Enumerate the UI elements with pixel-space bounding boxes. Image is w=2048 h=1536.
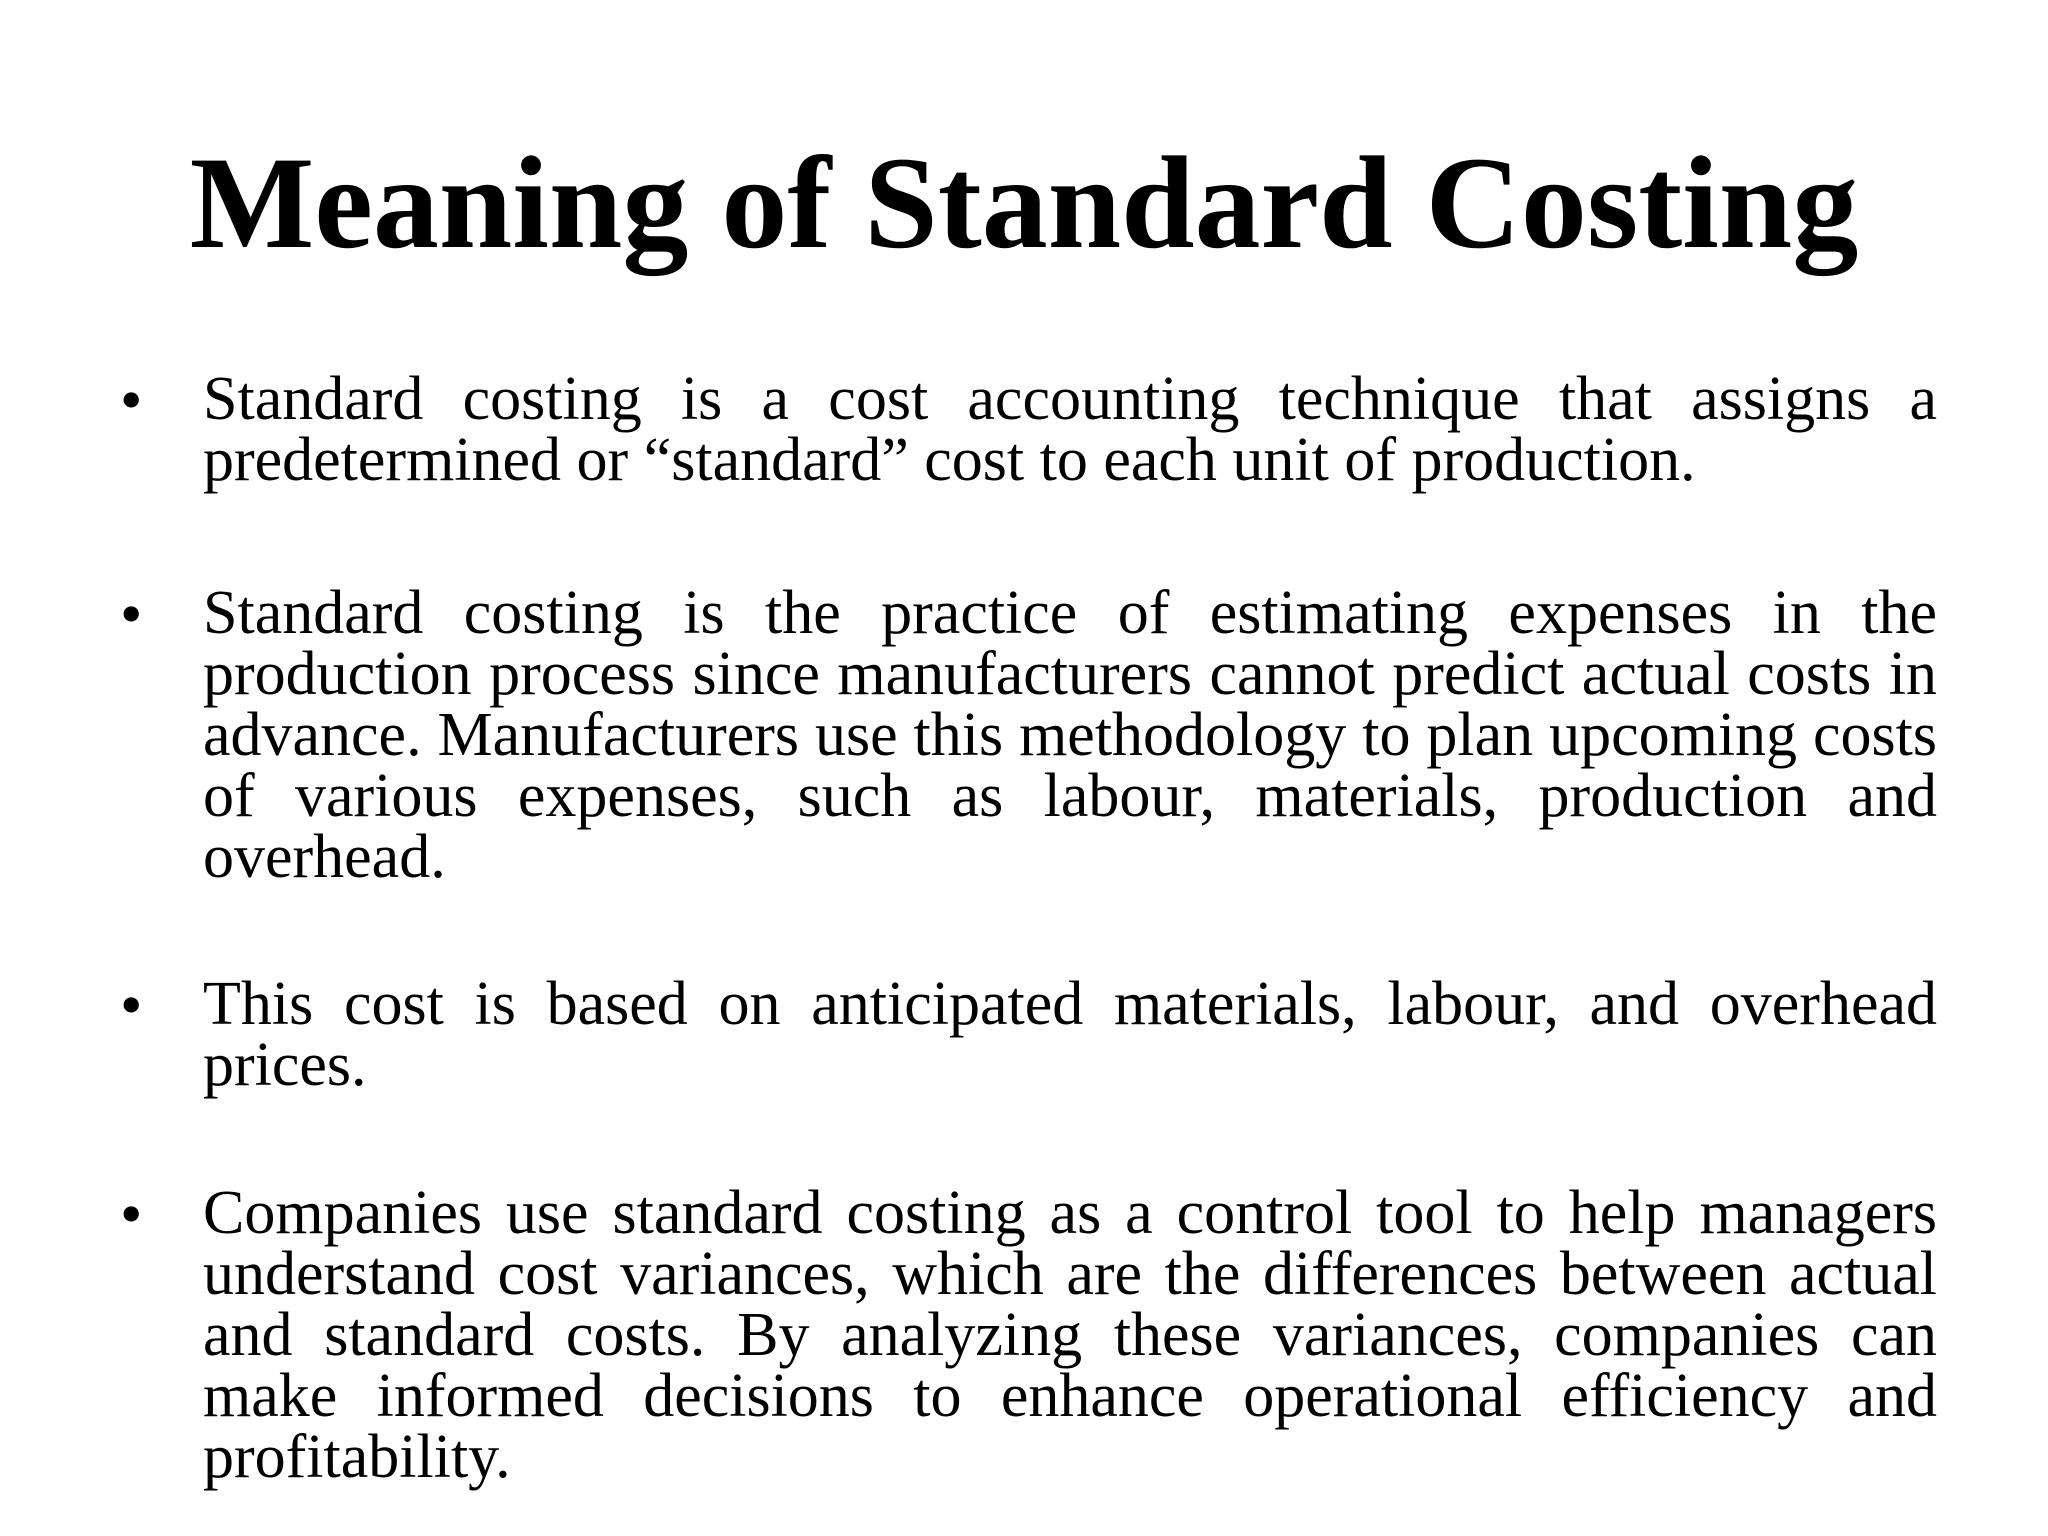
bullet-text: Standard costing is the practice of estimating expenses in the production process since manufacturers cannot predict actual costs in advance. Manufacturers use this methodology to plan upcoming costs of various expenses, such as labour, materials, production and overhead. bbox=[203, 579, 1937, 891]
bullet-icon: • bbox=[120, 969, 143, 1040]
slide-title: Meaning of Standard Costing bbox=[189, 129, 1859, 276]
bullet-icon: • bbox=[120, 364, 143, 435]
bullet-icon: • bbox=[120, 1178, 143, 1249]
bullet-text: This cost is based on anticipated materials, labour, and overhead prices. bbox=[203, 970, 1937, 1099]
bullet-text: Companies use standard costing as a control tool to help managers understand cost variances, which are the differences between actual and standard costs. By analyzing these variances, companies can make informed decisions to enhance operational efficiency and profitability. bbox=[203, 1179, 1937, 1491]
bullet-text: Standard costing is a cost accounting technique that assigns a predetermined or “standard” cost to each unit of production. bbox=[203, 365, 1937, 494]
bullet-icon: • bbox=[120, 578, 143, 649]
